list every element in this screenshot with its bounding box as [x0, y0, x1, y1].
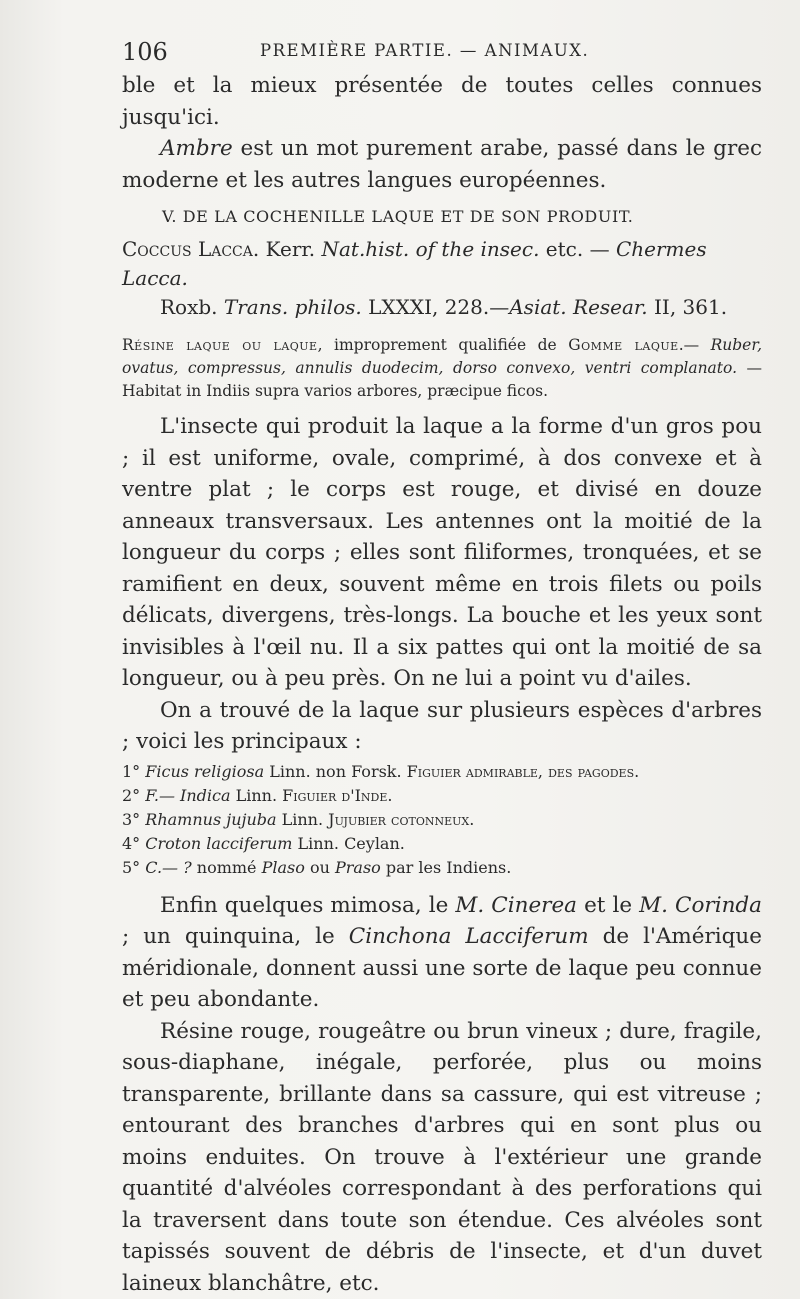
syn-asiat: Asiat. Resear.: [509, 295, 648, 319]
plant-common: Jujubier cotonneux.: [328, 809, 475, 829]
page-number: 106: [122, 38, 168, 66]
plant-name: Croton lacciferum: [145, 833, 293, 853]
plant-name: Ficus religiosa: [145, 761, 265, 781]
plant-num: 4°: [122, 833, 146, 853]
plant-item-4: [122, 832, 762, 856]
plant-rest: nommé: [191, 857, 262, 877]
plant-num: 1°: [122, 761, 146, 781]
plant-rest: Linn. Ceylan.: [292, 833, 405, 853]
plant-item-1: [122, 760, 762, 784]
plant-ou: ou: [304, 857, 335, 877]
main-text: [122, 70, 762, 196]
note-impro: , improprement qualifiée de: [317, 336, 569, 354]
mimosa-g: de l'Amérique méridionale, donnent aussi une sorte de laque peu connue et peu abondante.: [122, 924, 762, 1012]
plant-list: [122, 760, 762, 880]
mimosa-cinchona: Cinchona Lacciferum: [348, 924, 589, 949]
section-heading: V. DE LA COCHENILLE LAQUE ET DE SON PRODUIT.: [162, 207, 634, 226]
plant-plaso: Plaso: [261, 857, 305, 877]
paragraph-resin: Résine rouge, rougeâtre ou brun vineux ; dure, fragile, sous-diaphane, inégale, perforée, plus ou moins transparente, brillante dans sa cassure, qui est vitreuse ; entourant des branches d'arbres qui en sont plus ou moins enduites. On trouve à l'extérieur une grande quantité d'alvéoles correspondant à des perforations qui la traversent dans toute son étendue. Ces alvéoles sont tapissés souvent de débris de l'insecte, et d'un duvet laineux blanchâtre, etc.: [122, 1018, 762, 1296]
syn-roxb: Roxb.: [160, 295, 224, 319]
note-dash: .—: [678, 336, 711, 354]
mimosa-e: ; un quinquina, le: [122, 924, 349, 949]
plant-rest: Linn.: [230, 785, 283, 805]
plant-item-2: [122, 784, 762, 808]
plant-name: C.— ?: [145, 857, 192, 877]
plant-name: Rhamnus jujuba: [145, 809, 277, 829]
species-note: [122, 334, 762, 403]
plant-common: Figuier admirable, des pagodes.: [406, 761, 640, 781]
synonymy: [122, 235, 762, 322]
page-header: [122, 38, 762, 70]
paragraph-ambre: [122, 133, 762, 196]
syn-etc: etc. —: [539, 237, 616, 261]
mimosa-cinerea: M. Cinerea: [455, 892, 578, 918]
mimosa-corinda: M. Corinda: [639, 892, 762, 918]
syn-ii: II, 361.: [647, 295, 728, 319]
syn-coccus: Coccus Lacca: [122, 237, 253, 261]
plant-end: par les Indiens.: [380, 857, 512, 877]
paragraph-intro-list: On a trouvé de la laque sur plusieurs espèces d'arbres ; voici les principaux :: [122, 697, 762, 754]
plant-num: 3°: [122, 809, 146, 829]
plant-num: 5°: [122, 857, 146, 877]
plant-item-5: [122, 856, 762, 880]
mimosa-c: et le: [577, 892, 640, 918]
plant-praso: Praso: [334, 857, 381, 877]
paragraph-description: L'insecte qui produit la laque a la forme d'un gros pou ; il est uniforme, ovale, comprimé, à dos convexe et à ventre plat ; le corps est rouge, et divisé en douze anneaux transversaux. Les antennes ont la moitié de la longueur du corps ; elles sont filiformes, tronquées, et se ramifient en deux, souvent même en trois filets ou poils délicats, divergens, très-longs. La bouche et les yeux sont invisibles à l'œil nu. Il a six pattes qui ont la moitié de sa longueur, ou à peu près. On ne lui a point vu d'ailes.: [122, 414, 762, 691]
closing-block: [122, 890, 762, 1299]
paragraph-top: ble et la mieux présentée de toutes celles connues jusqu'ici.: [122, 73, 762, 130]
mimosa-a: Enfin quelques mimosa, le: [160, 892, 456, 918]
ambre-text: est un mot purement arabe, passé dans le grec moderne et les autres langues européennes.: [122, 136, 762, 193]
syn-kerr: . Kerr.: [252, 237, 322, 261]
note-resine: Résine laque ou laque: [122, 336, 318, 354]
description-block: [122, 411, 762, 758]
syn-line2: [122, 293, 762, 322]
note-latin: Ruber, ovatus, compressus, annulis duodecim, dorso convexo, ventri complanato.: [122, 336, 762, 377]
paragraph-mimosa: [122, 890, 762, 1016]
syn-trans: Trans. philos.: [223, 295, 362, 319]
plant-rest: Linn.: [276, 809, 329, 829]
syn-lxxxi: LXXXI, 228.—: [361, 295, 510, 319]
plant-num: 2°: [122, 785, 146, 805]
note-habitat: — Habitat in Indiis supra varios arbores, præcipue ficos.: [122, 359, 763, 400]
plant-rest: Linn. non Forsk.: [264, 761, 407, 781]
term-ambre: Ambre: [160, 136, 233, 161]
plant-common: Figuier d'Inde.: [282, 785, 393, 805]
plant-name: F.— Indica: [145, 785, 231, 805]
note-gomme: Gomme laque: [568, 336, 679, 354]
syn-nathist: Nat.hist. of the insec.: [321, 237, 540, 261]
text-block: [122, 38, 762, 1299]
plant-item-3: [122, 808, 762, 832]
syn-chermes: Chermes Lacca.: [122, 237, 707, 290]
running-title: PREMIÈRE PARTIE. — ANIMAUX.: [260, 41, 590, 60]
